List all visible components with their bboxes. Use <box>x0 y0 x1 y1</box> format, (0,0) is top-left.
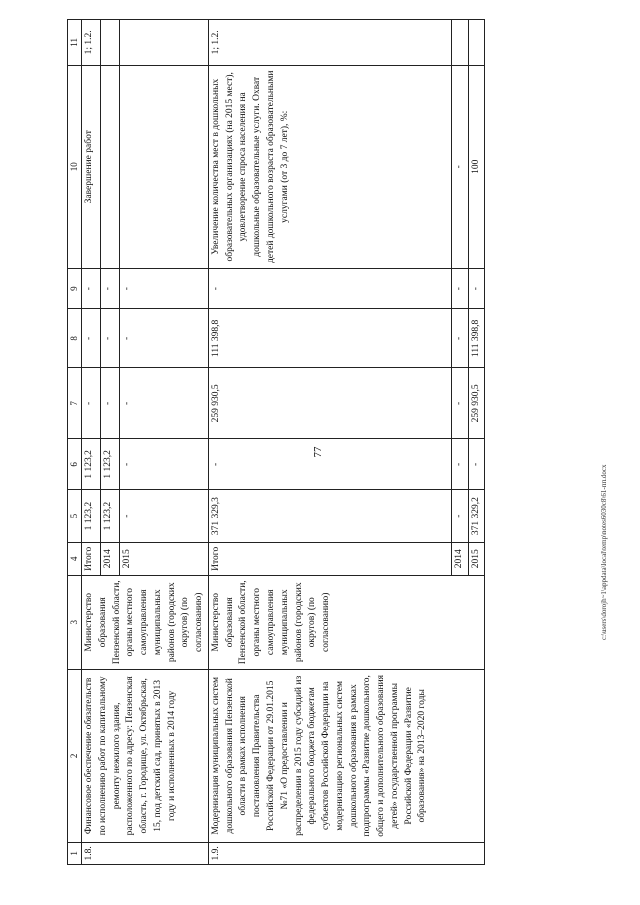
indicator-ref-cell <box>100 20 119 66</box>
header-cell: 7 <box>68 368 82 439</box>
value-cell: - <box>82 368 101 439</box>
value-cell: - <box>82 309 101 368</box>
header-cell: 11 <box>68 20 82 66</box>
result-cell: - <box>451 65 468 268</box>
table-row <box>82 20 101 865</box>
header-cell: 4 <box>68 543 82 576</box>
row-number: 1.9. <box>208 842 485 864</box>
year-cell: Итого <box>82 543 101 576</box>
year-cell: 2015 <box>468 543 485 576</box>
value-cell: 371 329,2 <box>468 490 485 543</box>
value-cell: - <box>100 309 119 368</box>
measure-name: Финансовое обеспечение обязательств по исполнению работ по капитальному ремонту нежилого здания, расположенного по адресу: Пензенская область, г. Городище, ул. Октябрьская, 15, под детский сад, принятых в 2013 году и исполненных в 2014 году <box>82 670 209 843</box>
value-cell: - <box>119 309 208 368</box>
header-cell: 8 <box>68 309 82 368</box>
value-cell: 111 398,8 <box>468 309 485 368</box>
year-cell: 2015 <box>119 543 208 576</box>
value-cell: - <box>82 268 101 309</box>
header-cell: 6 <box>68 439 82 490</box>
result-cell <box>100 65 119 268</box>
table-row <box>208 20 451 865</box>
executor: Министерство образования Пензенской области, органы местного самоуправления муниципальных районов (городских округов) (по согласованию) <box>82 575 209 669</box>
indicator-ref-cell <box>451 20 468 66</box>
value-cell: 259 930,5 <box>468 368 485 439</box>
executor: Министерство образования Пензенской области, органы местного самоуправления муниципальных районов (городских округов) (по согласованию) <box>208 575 485 669</box>
value-cell: - <box>451 368 468 439</box>
result-cell <box>119 65 208 268</box>
value-cell: - <box>208 268 451 309</box>
value-cell: - <box>451 309 468 368</box>
value-cell: - <box>468 268 485 309</box>
value-cell: - <box>451 490 468 543</box>
value-cell: - <box>119 439 208 490</box>
indicator-ref-cell <box>468 20 485 66</box>
value-cell: 1 123,2 <box>100 490 119 543</box>
header-cell: 1 <box>68 842 82 864</box>
value-cell: - <box>119 490 208 543</box>
result-cell: Увеличение количества мест в дошкольных образовательных организациях (на 2015 мест), удовлетворение спроса населения на дошкольные образовательные услуги. Охват детей дошкольного возраста образовательными услугами (от 3 до 7 лет), %: <box>208 65 451 268</box>
indicator-ref-cell: 1; 1.2. <box>82 20 101 66</box>
page-number: 77 <box>312 446 324 458</box>
year-cell: 2014 <box>100 543 119 576</box>
header-cell: 3 <box>68 575 82 669</box>
value-cell: 1 123,2 <box>100 439 119 490</box>
value-cell: 1 123,2 <box>82 439 101 490</box>
value-cell: 371 329,3 <box>208 490 451 543</box>
indicator-ref-cell <box>119 20 208 66</box>
header-cell: 10 <box>68 65 82 268</box>
measures-table <box>67 19 485 865</box>
footer-file-path: c:\users\dorojh~1\appdata\local\temp\notes6030c8\61-пп.docx <box>600 464 608 640</box>
table-header-row <box>68 20 82 865</box>
header-cell: 9 <box>68 268 82 309</box>
value-cell: 1 123,2 <box>82 490 101 543</box>
value-cell: - <box>451 268 468 309</box>
result-cell: 100 <box>468 65 485 268</box>
value-cell: - <box>119 368 208 439</box>
value-cell: - <box>451 439 468 490</box>
row-number: 1.8. <box>82 842 209 864</box>
result-cell: Завершение работ <box>82 65 101 268</box>
rotated-table-container <box>67 19 557 865</box>
value-cell: 111 398,8 <box>208 309 451 368</box>
value-cell: - <box>119 268 208 309</box>
year-cell: 2014 <box>451 543 468 576</box>
value-cell: - <box>100 368 119 439</box>
value-cell: - <box>208 439 451 490</box>
indicator-ref-cell: 1; 1.2. <box>208 20 451 66</box>
value-cell: - <box>468 439 485 490</box>
header-cell: 5 <box>68 490 82 543</box>
year-cell: Итого <box>208 543 451 576</box>
value-cell: - <box>100 268 119 309</box>
measure-name: Модернизация муниципальных систем дошкольного образования Пензенской области в рамках исполнения постановления Правительства Российской Федерации от 29.01.2015 №71 «О предоставлении и распределении в 2015 году субсидий из федерального бюджета бюджетам субъектов Российской Федерации на модернизацию региональных систем дошкольного образования в рамках подпрограммы «Развитие дошкольного, общего и дополнительного образования детей» государственной программы Российской Федерации «Развитие образования» на 2013–2020 годы <box>208 670 485 843</box>
value-cell: 259 930,5 <box>208 368 451 439</box>
header-cell: 2 <box>68 670 82 843</box>
